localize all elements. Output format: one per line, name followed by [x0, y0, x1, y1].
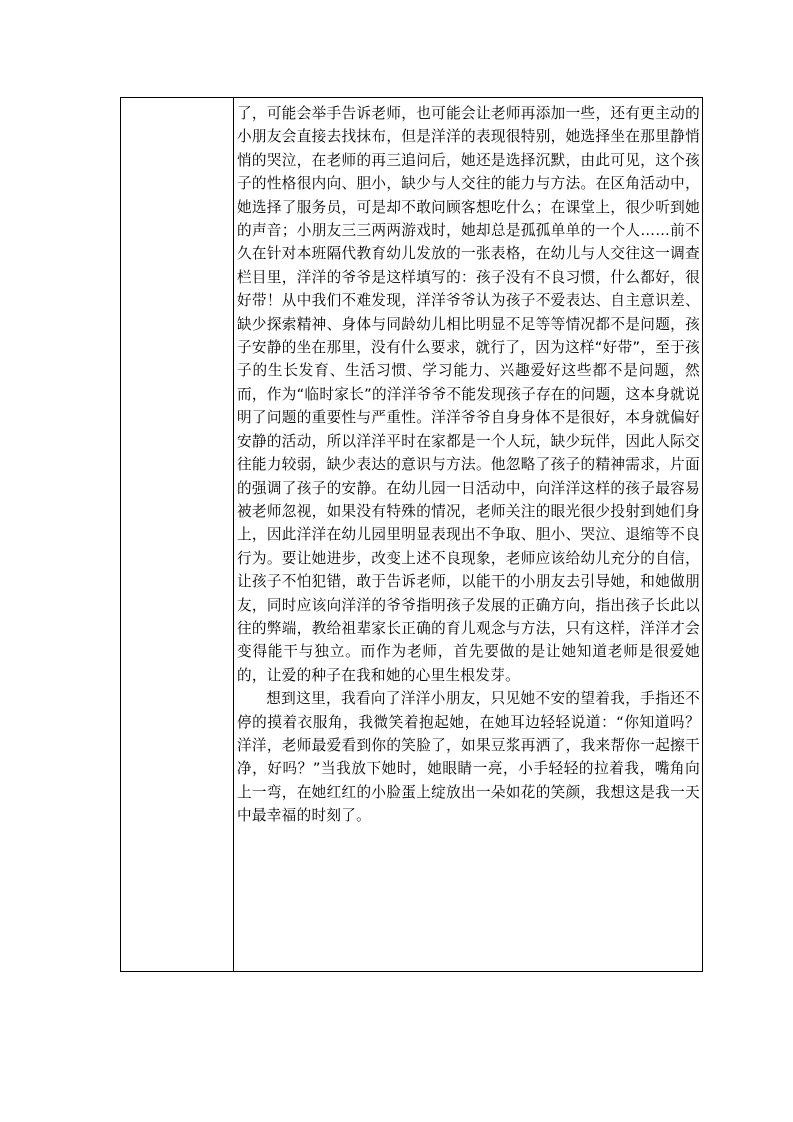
table-left-cell [121, 98, 234, 971]
paragraph-1: 了，可能会举手告诉老师，也可能会让老师再添加一些，还有更主动的小朋友会直接去找抹布，但是洋洋的表现很特别，她选择坐在那里静悄悄的哭泣，在老师的再三追问后，她还是选择沉默，由此可见，这个孩子的性格很内向、胆小，缺少与人交往的能力与方法。在区角活动中，她选择了服务员，可是却不敢问顾客想吃什么；在课堂上，很少听到她的声音；小朋友三三两两游戏时，她却总是孤孤单单的一个人……前不久在针对本班隔代教育幼儿发放的一张表格，在幼儿与人交往这一调查栏目里，洋洋的爷爷是这样填写的：孩子没有不良习惯，什么都好，很好带！从中我们不难发现，洋洋爷爷认为孩子不爱表达、自主意识差、缺少探索精神、身体与同龄幼儿相比明显不足等等情况都不是问题，孩子安静的坐在那里，没有什么要求，就行了，因为这样“好带”，至于孩子的生长发育、生活习惯、学习能力、兴趣爱好这些都不是问题，然而，作为“临时家长”的洋洋爷爷不能发现孩子存在的问题，这本身就说明了问题的重要性与严重性。洋洋爷爷自身身体不是很好，本身就偏好安静的活动，所以洋洋平时在家都是一个人玩，缺少玩伴，因此人际交往能力较弱，缺少表达的意识与方法。他忽略了孩子的精神需求，片面的强调了孩子的安静。在幼儿园一日活动中，向洋洋这样的孩子最容易被老师忽视，如果没有特殊的情况，老师关注的眼光很少投射到她们身上，因此洋洋在幼儿园里明显表现出不争取、胆小、哭泣、退缩等不良行为。要让她进步，改变上述不良现象，老师应该给幼儿充分的自信，让孩子不怕犯错，敢于告诉老师，以能干的小朋友去引导她，和她做朋友，同时应该向洋洋的爷爷指明孩子发展的正确方向，指出孩子长此以往的弊端，教给祖辈家长正确的育儿观念与方法，只有这样，洋洋才会变得能干与独立。而作为老师，首先要做的是让她知道老师是很爱她的，让爱的种子在我和她的心里生根发芽。 [237, 105, 700, 684]
paragraph-2: 想到这里，我看向了洋洋小朋友，只见她不安的望着我，手指还不停的摸着衣服角，我微笑着抱起她，在她耳边轻轻说道：“你知道吗？洋洋，老师最爱看到你的笑脸了，如果豆浆再洒了，我来帮你一起擦干净，好吗？”当我放下她时，她眼睛一亮，小手轻轻的拉着我，嘴角向上一弯，在她红红的小脸蛋上绽放出一朵如花的笑颜，我想这是我一天中最幸福的时刻了。 [237, 690, 700, 825]
table-right-cell [234, 98, 702, 971]
content-table [120, 97, 703, 972]
